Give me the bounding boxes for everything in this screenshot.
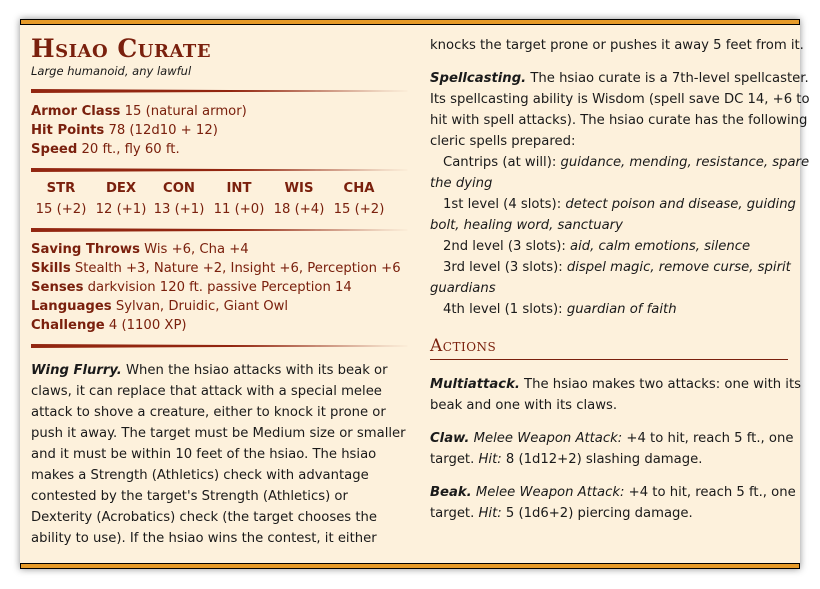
challenge: Challenge 4 (1100 XP) xyxy=(31,318,187,333)
top-border-bar xyxy=(20,19,800,25)
spell-level-2: 2nd level (3 slots): aid, calm emotions, silence xyxy=(443,239,751,254)
actions-rule xyxy=(430,359,788,360)
trait-wing-flurry-continued: knocks the target prone or pushes it away 5 feet from it. xyxy=(430,38,804,53)
armor-class: Armor Class 15 (natural armor) xyxy=(31,104,247,119)
tapered-rule xyxy=(31,228,411,232)
senses: Senses darkvision 120 ft. passive Perception 14 xyxy=(31,280,352,295)
spell-level-1: 1st level (4 slots): detect poison and disease, guiding xyxy=(443,197,796,212)
spell-level-3: 3rd level (3 slots): dispel magic, remove curse, spirit xyxy=(443,260,791,275)
action-beak: Beak. Melee Weapon Attack: +4 to hit, reach 5 ft., one target. Hit: 5 (1d6+2) piercing damage. xyxy=(430,485,796,521)
saving-throws: Saving Throws Wis +6, Cha +4 xyxy=(31,242,249,257)
trait-spellcasting: Spellcasting. The hsiao curate is a 7th-level spellcaster. Its spellcasting ability is Wisdom (spell save DC 14, +6 to hit with spell attacks). The hsiao curate has the following cleric spells prepared: Cantrips (at will): guidance, mending, resistance, spare the dying 1st level (4 slots): detect poison and disease, guiding bolt, healing word, sanctuary 2nd level (3 slots): aid, calm emotions, silence 3rd level (3 slots): dispel magic, remove curse, spirit guardians 4th level (1 slots): guardian of faith xyxy=(430,68,810,320)
tapered-rule xyxy=(31,168,411,172)
tapered-rule xyxy=(31,89,411,93)
languages: Languages Sylvan, Druidic, Giant Owl xyxy=(31,299,289,314)
monster-name: Hsiao Curate xyxy=(31,34,212,63)
hit-points: Hit Points 78 (12d10 + 12) xyxy=(31,123,218,138)
spell-level-4: 4th level (1 slots): guardian of faith xyxy=(443,302,677,317)
tapered-rule xyxy=(31,344,411,348)
speed: Speed 20 ft., fly 60 ft. xyxy=(31,142,180,157)
spell-cantrips: Cantrips (at will): guidance, mending, resistance, spare xyxy=(443,155,810,170)
action-claw: Claw. Melee Weapon Attack: +4 to hit, reach 5 ft., one target. Hit: 8 (1d12+2) slashing damage. xyxy=(430,431,794,467)
action-multiattack: Multiattack. The hsiao makes two attacks: one with its beak and one with its claws. xyxy=(430,377,801,413)
monster-subtitle: Large humanoid, any lawful xyxy=(31,64,192,78)
bottom-border-bar xyxy=(20,563,800,569)
actions-heading: Actions xyxy=(430,336,497,356)
trait-wing-flurry: Wing Flurry. When the hsiao attacks with its beak or claws, it can replace that attack with a special melee attack to shove a creature, either to knock it prone or push it away. The target must be Medium size or smaller and it must be within 10 feet of the hsiao. The hsiao makes a Strength (Athletics) check with advantage contested by the target's Strength (Athletics) or Dexterity (Acrobatics) check (the target chooses the ability to use). If the hsiao wins the contest, it either xyxy=(31,363,406,546)
skills: Skills Stealth +3, Nature +2, Insight +6, Perception +6 xyxy=(31,261,401,276)
